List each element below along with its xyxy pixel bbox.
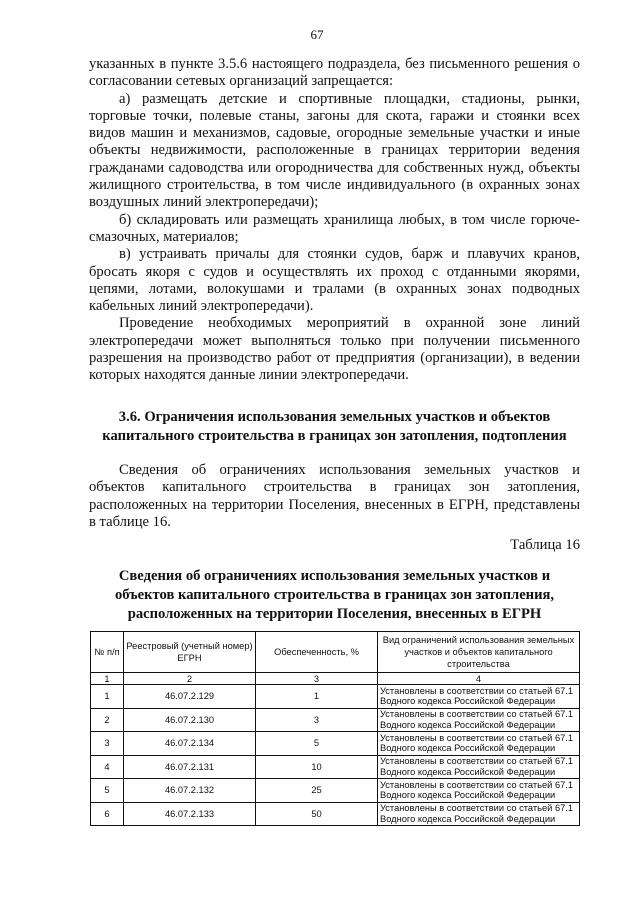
table-row [91,732,580,756]
page-number: 67 [310,27,324,42]
column-number: 1 [91,673,124,685]
paragraph: Проведение необходимых мероприятий в охранной зоне линий электропередачи может выполняться только при получении письменного разрешения на производство работ от предприятия (организации), в ведении которых находятся данные линии электропередачи. [89,315,580,384]
cell-number: 2 [91,708,124,732]
cell-restriction-type: Установлены в соответствии со статьей 67.1 Водного кодекса Российской Федерации [378,732,580,756]
table-row [91,779,580,803]
cell-number: 6 [91,802,124,826]
table-row [91,708,580,732]
col-header-restriction-type: Вид ограничений использования земельных участков и объектов капитального строительства [378,632,580,673]
paragraph: указанных в пункте 3.5.6 настоящего подраздела, без письменного решения о согласовании сетевых организаций запрещается: [89,56,580,90]
col-header-registry-number: Реестровый (учетный номер) ЕГРН [124,632,256,673]
column-number: 4 [378,673,580,685]
table-column-numbers-row [91,673,580,685]
cell-provision: 5 [256,732,378,756]
cell-provision: 3 [256,708,378,732]
paragraph-item-a: а) размещать детские и спортивные площадки, стадионы, рынки, торговые точки, полевые станы, загоны для скота, гаражи и стоянки всех видов машин и механизмов, садовые, огородные земельные участки и иные объекты недвижимости, расположенные в границах территории ведения гражданами садоводства или огородничества для собственных нужд, объекты жилищного строительства, в том числе индивидуального (в охранных зонах воздушных линий электропередачи); [89,90,580,211]
restrictions-table [90,631,580,826]
table-header-row [91,632,580,673]
cell-number: 5 [91,779,124,803]
cell-registry-number: 46.07.2.132 [124,779,256,803]
cell-restriction-type: Установлены в соответствии со статьей 67.1 Водного кодекса Российской Федерации [378,755,580,779]
table-heading: Сведения об ограничениях использования земельных участков и объектов капитального строительства в границах зон затопления, расположенных на территории Поселения, внесенных в ЕГРН [114,568,555,622]
cell-number: 1 [91,685,124,709]
cell-restriction-type: Установлены в соответствии со статьей 67.1 Водного кодекса Российской Федерации [378,802,580,826]
table-caption: Таблица 16 [510,537,580,553]
section-heading: 3.6. Ограничения использования земельных участков и объектов капитального строительства в границах зон затопления, подтопления [102,409,567,444]
table-row [91,685,580,709]
cell-registry-number: 46.07.2.130 [124,708,256,732]
cell-restriction-type: Установлены в соответствии со статьей 67.1 Водного кодекса Российской Федерации [378,779,580,803]
cell-provision: 10 [256,755,378,779]
cell-registry-number: 46.07.2.133 [124,802,256,826]
restrictions-text-block [89,56,580,385]
paragraph-item-v: в) устраивать причалы для стоянки судов, барж и плавучих кранов, бросать якоря с судов и осуществлять их проход с отданными якорями, цепями, лотами, волокушами и тралами (в охранных зонах подводных кабельных линий электропередачи). [89,246,580,315]
table-row [91,755,580,779]
cell-restriction-type: Установлены в соответствии со статьей 67.1 Водного кодекса Российской Федерации [378,685,580,709]
cell-number: 4 [91,755,124,779]
cell-provision: 1 [256,685,378,709]
cell-number: 3 [91,732,124,756]
col-header-number: № п/п [91,632,124,673]
cell-registry-number: 46.07.2.129 [124,685,256,709]
cell-provision: 25 [256,779,378,803]
cell-registry-number: 46.07.2.134 [124,732,256,756]
col-header-provision: Обеспеченность, % [256,632,378,673]
table-row [91,802,580,826]
paragraph-item-b: б) складировать или размещать хранилища любых, в том числе горюче-смазочных, материалов; [89,211,580,245]
column-number: 3 [256,673,378,685]
column-number: 2 [124,673,256,685]
intro-text-block [89,462,580,531]
cell-provision: 50 [256,802,378,826]
paragraph: Сведения об ограничениях использования земельных участков и объектов капитального строительства в границах зон затопления, расположенных на территории Поселения, внесенных в ЕГРН, представлены в таблице 16. [89,462,580,530]
cell-registry-number: 46.07.2.131 [124,755,256,779]
cell-restriction-type: Установлены в соответствии со статьей 67.1 Водного кодекса Российской Федерации [378,708,580,732]
